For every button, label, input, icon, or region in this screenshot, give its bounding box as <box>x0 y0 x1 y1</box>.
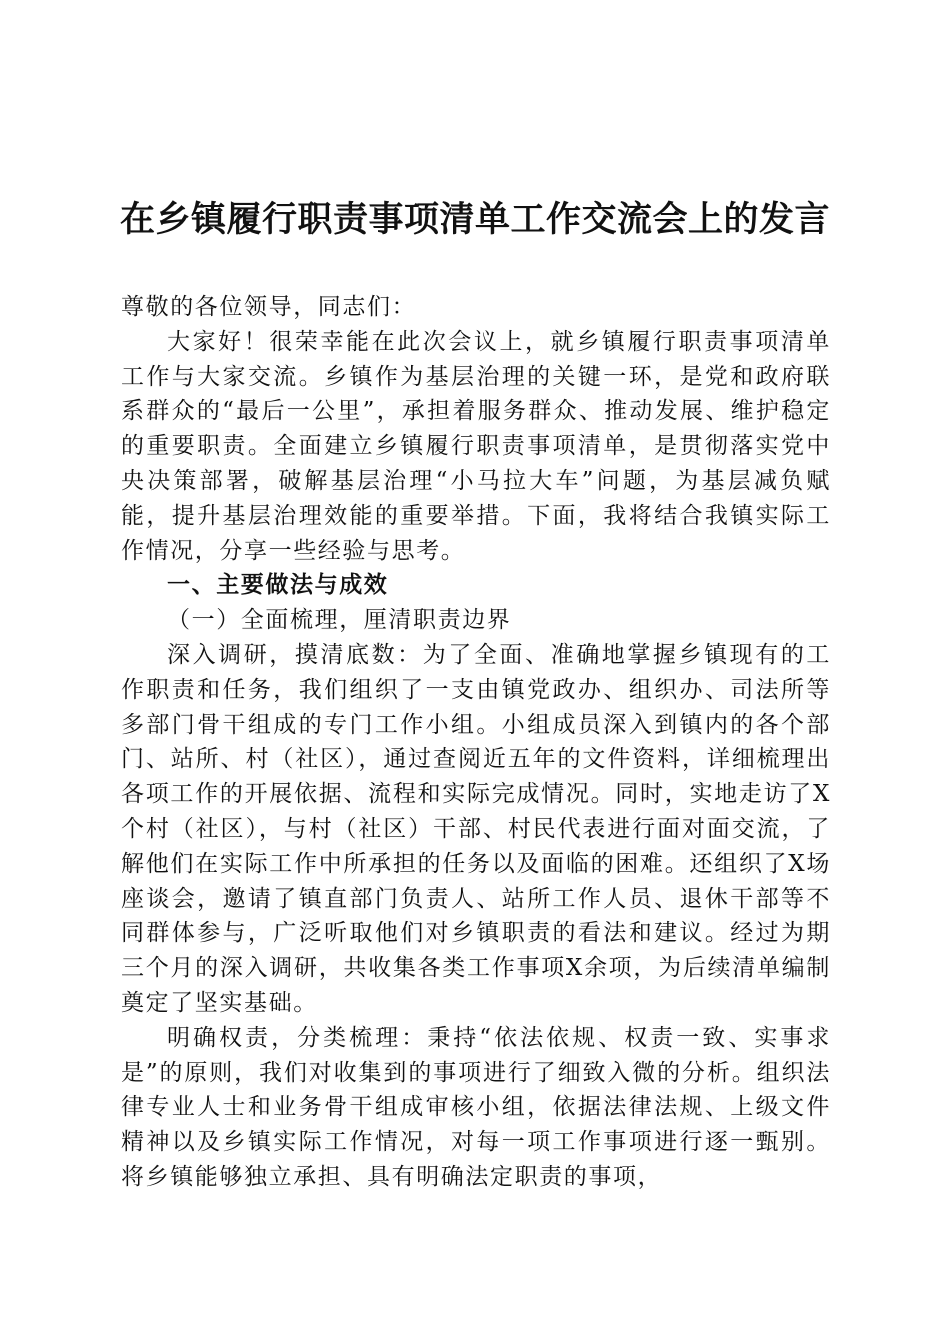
document-title: 在乡镇履行职责事项清单工作交流会上的发言 <box>119 199 830 240</box>
paragraph-responsibilities: 明确权责，分类梳理：秉持“依法依规、权责一致、实事求是”的原则，我们对收集到的事项进行了细致入微的分析。组织法律专业人士和业务骨干组成审核小组，依据法律法规、上级文件精神以及乡镇实际工作情况，对每一项工作事项进行逐一甄别。将乡镇能够独立承担、具有明确法定职责的事项， <box>121 1024 831 1190</box>
salutation: 尊敬的各位领导，同志们： <box>121 294 417 320</box>
section-heading: 一、主要做法与成效 <box>167 572 389 599</box>
subsection-heading: （一）全面梳理，厘清职责边界 <box>167 607 512 634</box>
paragraph-intro: 大家好！很荣幸能在此次会议上，就乡镇履行职责事项清单工作与大家交流。乡镇作为基层治理的关键一环，是党和政府联系群众的“最后一公里”，承担着服务群众、推动发展、维护稳定的重要职责。全面建立乡镇履行职责事项清单，是贯彻落实党中央决策部署，破解基层治理“小马拉大车”问题，为基层减负赋能，提升基层治理效能的重要举措。下面，我将结合我镇实际工作情况，分享一些经验与思考。 <box>121 328 831 564</box>
paragraph-research: 深入调研，摸清底数：为了全面、准确地掌握乡镇现有的工作职责和任务，我们组织了一支由镇党政办、组织办、司法所等多部门骨干组成的专门工作小组。小组成员深入到镇内的各个部门、站所、村（社区），通过查阅近五年的文件资料，详细梳理出各项工作的开展依据、流程和实际完成情况。同时，实地走访了X个村（社区），与村（社区）干部、村民代表进行面对面交流，了解他们在实际工作中所承担的任务以及面临的困难。还组织了X场座谈会，邀请了镇直部门负责人、站所工作人员、退休干部等不同群体参与，广泛听取他们对乡镇职责的看法和建议。经过为期三个月的深入调研，共收集各类工作事项X余项，为后续清单编制奠定了坚实基础。 <box>121 641 831 1016</box>
document-body <box>121 290 831 1195</box>
